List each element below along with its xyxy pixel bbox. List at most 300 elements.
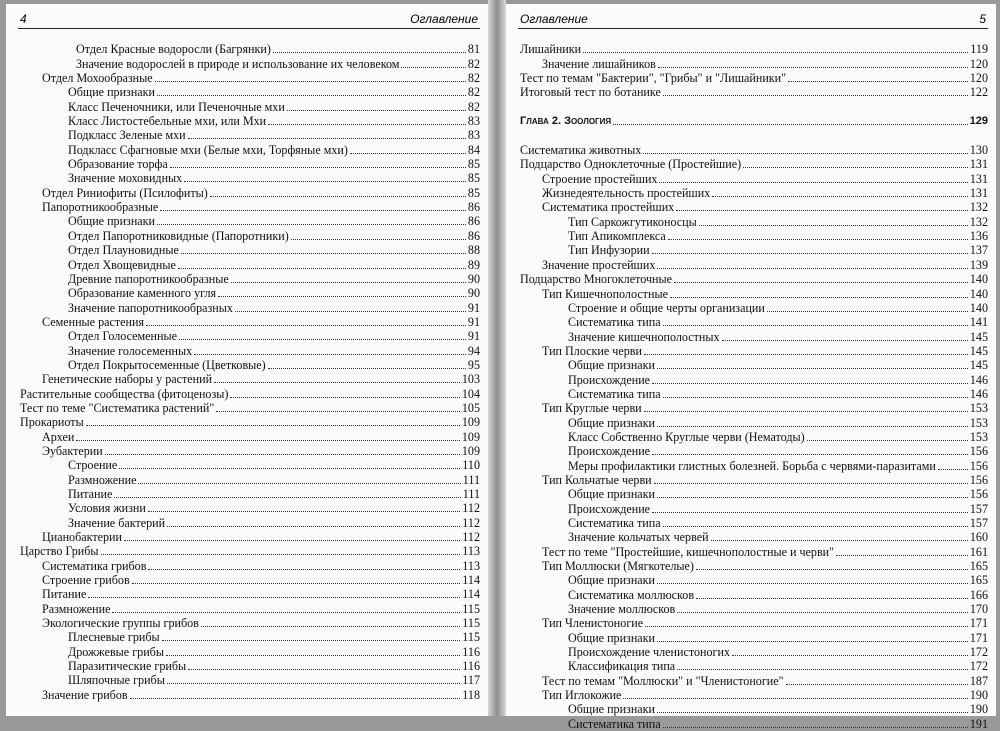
toc-entry-page: 83 <box>467 114 480 129</box>
toc-entry-page: 116 <box>462 659 480 674</box>
toc-entry-page: 146 <box>969 386 988 401</box>
toc-entry-title: Общие признаки <box>568 415 656 430</box>
toc-entry-page: 112 <box>462 501 480 516</box>
toc-entry <box>520 516 988 530</box>
toc-entry-page: 141 <box>969 315 988 330</box>
dot-leader <box>696 569 968 570</box>
toc-entry-title: Плесневые грибы <box>68 630 160 645</box>
dot-leader <box>657 641 968 642</box>
dot-leader <box>674 282 968 283</box>
toc-entry <box>520 716 988 730</box>
dot-leader <box>663 95 968 96</box>
toc-entry-title: Тип Кишечнополостные <box>542 286 668 301</box>
dot-leader <box>157 224 466 225</box>
toc-entry <box>520 473 988 487</box>
dot-leader <box>663 397 968 398</box>
dot-leader <box>712 196 968 197</box>
dot-leader <box>663 526 968 527</box>
toc-entry <box>20 157 480 171</box>
dot-leader <box>179 339 466 340</box>
dot-leader <box>194 354 466 355</box>
toc-entry <box>20 530 480 544</box>
dot-leader <box>663 325 968 326</box>
toc-entry-title: Происхождение членистоногих <box>568 645 731 660</box>
toc-entry-page: 140 <box>969 286 988 301</box>
toc-entry <box>520 688 988 702</box>
toc-entry-title: Глава 2. Зоология <box>520 115 612 128</box>
dot-leader <box>767 311 968 312</box>
toc-entry-title: Прокариоты <box>20 415 84 430</box>
toc-entry-page: 85 <box>467 157 480 172</box>
toc-entry-page: 119 <box>970 42 988 57</box>
toc-entry <box>20 372 480 386</box>
dot-leader <box>645 626 968 627</box>
toc-entry-title: Происхождение <box>568 444 651 459</box>
toc-entry-page: 145 <box>969 329 988 344</box>
dot-leader <box>722 340 968 341</box>
toc-entry-title: Семенные растения <box>42 314 145 329</box>
toc-entry <box>20 673 480 687</box>
dot-leader <box>657 368 968 369</box>
toc-entry <box>520 229 988 243</box>
toc-entry-page: 145 <box>969 343 988 358</box>
toc-entry <box>20 286 480 300</box>
toc-entry-page: 109 <box>461 443 480 458</box>
chapter-heading <box>520 114 988 128</box>
toc-entry-title: Значение простейших <box>542 257 656 272</box>
toc-entry-title: Отдел Риниофиты (Псилофиты) <box>42 185 208 200</box>
dot-leader <box>148 511 460 512</box>
toc-entry-title: Тест по теме "Систематика растений" <box>20 400 215 415</box>
toc-entry <box>520 573 988 587</box>
dot-leader <box>216 411 460 412</box>
toc-entry-title: Цианобактерии <box>42 530 122 545</box>
dot-leader <box>287 110 466 111</box>
toc-entry-title: Жизнедеятельность простейших <box>542 186 711 201</box>
toc-entry-page: 153 <box>969 429 988 444</box>
dot-leader <box>654 483 968 484</box>
toc-entry <box>520 286 988 300</box>
dot-leader <box>170 167 466 168</box>
toc-entry-page: 171 <box>969 616 988 631</box>
toc-entry-page: 116 <box>462 644 480 659</box>
toc-entry-page: 122 <box>969 85 988 100</box>
toc-entry-title: Эубактерии <box>42 443 103 458</box>
toc-entry-title: Строение грибов <box>42 573 130 588</box>
toc-entry-page: 118 <box>462 687 480 702</box>
dot-leader <box>401 67 465 68</box>
toc-entry-title: Подцарство Многоклеточные <box>520 272 672 287</box>
toc-entry <box>520 42 988 56</box>
toc-entry-title: Общие признаки <box>68 214 156 229</box>
toc-entry <box>20 644 480 658</box>
toc-entry <box>20 487 480 501</box>
dot-leader <box>668 239 968 240</box>
header-title: Оглавление <box>520 12 588 26</box>
toc-entry-page: 104 <box>461 386 480 401</box>
toc-entry-title: Тест по темам "Бактерии", "Грибы" и "Лишайники" <box>520 71 787 86</box>
header-title: Оглавление <box>410 12 478 26</box>
toc-entry-title: Происхождение <box>568 501 651 516</box>
toc-entry-page: 120 <box>969 56 988 71</box>
left-running-head <box>18 10 480 29</box>
toc-entry <box>20 329 480 343</box>
toc-entry <box>20 128 480 142</box>
toc-entry-title: Значение моллюсков <box>568 602 676 617</box>
dot-leader <box>788 81 968 82</box>
toc-entry <box>520 702 988 716</box>
dot-leader <box>644 354 968 355</box>
toc-entry-title: Паразитические грибы <box>68 659 187 674</box>
dot-leader <box>210 196 466 197</box>
toc-entry <box>520 200 988 214</box>
toc-entry-title: Шляпочные грибы <box>68 673 165 688</box>
toc-entry <box>520 444 988 458</box>
toc-entry-page: 156 <box>969 444 988 459</box>
toc-entry-page: 156 <box>969 472 988 487</box>
toc-entry-title: Строение и общие черты организации <box>568 300 765 315</box>
toc-entry <box>20 257 480 271</box>
toc-entry-title: Класс Листостебельные мхи, или Мхи <box>68 114 267 129</box>
toc-entry-page: 91 <box>467 329 480 344</box>
toc-entry-page: 136 <box>969 229 988 244</box>
toc-entry <box>20 85 480 99</box>
dot-leader <box>836 555 968 556</box>
toc-entry <box>520 272 988 286</box>
toc-entry-page: 85 <box>467 185 480 200</box>
toc-entry <box>20 587 480 601</box>
toc-entry-page: 89 <box>467 257 480 272</box>
dot-leader <box>76 440 459 441</box>
right-running-head <box>518 10 988 29</box>
toc-entry-title: Папоротникообразные <box>42 200 159 215</box>
toc-entry <box>520 387 988 401</box>
toc-entry <box>20 616 480 630</box>
toc-entry-title: Растительные сообщества (фитоценозы) <box>20 386 229 401</box>
dot-leader <box>652 383 968 384</box>
toc-entry-title: Строение простейших <box>542 171 658 186</box>
toc-entry-page: 82 <box>467 85 480 100</box>
dot-leader <box>155 81 466 82</box>
toc-entry-title: Значение папоротникообразных <box>68 300 233 315</box>
toc-entry-page: 170 <box>969 602 988 617</box>
dot-leader <box>132 583 461 584</box>
toc-entry-page: 172 <box>969 659 988 674</box>
toc-entry <box>20 358 480 372</box>
dot-leader <box>201 626 460 627</box>
toc-entry-page: 157 <box>969 501 988 516</box>
toc-entry <box>20 601 480 615</box>
toc-entry-title: Значение бактерий <box>68 515 166 530</box>
dot-leader <box>677 669 968 670</box>
toc-entry <box>520 171 988 185</box>
dot-leader <box>711 540 968 541</box>
toc-entry <box>20 243 480 257</box>
toc-entry <box>520 645 988 659</box>
toc-entry <box>20 315 480 329</box>
dot-leader <box>124 540 460 541</box>
dot-leader <box>119 468 460 469</box>
toc-entry-page: 113 <box>462 558 480 573</box>
dot-leader <box>105 454 460 455</box>
toc-entry <box>520 501 988 515</box>
dot-leader <box>657 426 968 427</box>
toc-entry-title: Значение лишайников <box>542 56 656 71</box>
toc-entry-title: Значение моховидных <box>68 171 183 186</box>
toc-entry-title: Тест по темам "Моллюски" и "Членистоногие" <box>542 673 784 688</box>
toc-entry-title: Питание <box>42 587 87 602</box>
toc-entry <box>520 315 988 329</box>
dot-leader <box>230 397 459 398</box>
toc-entry-page: 114 <box>462 587 480 602</box>
toc-entry-title: Систематика моллюсков <box>568 587 695 602</box>
toc-entry-title: Отдел Красные водоросли (Багрянки) <box>76 42 271 57</box>
dot-leader <box>138 483 460 484</box>
toc-entry <box>520 530 988 544</box>
toc-entry-title: Систематика грибов <box>42 558 147 573</box>
toc-entry-page: 132 <box>969 214 988 229</box>
dot-leader <box>670 297 968 298</box>
toc-entry-page: 130 <box>969 143 988 158</box>
toc-entry-title: Отдел Папоротниковидные (Папоротники) <box>68 228 289 243</box>
toc-entry-title: Образование торфа <box>68 157 168 172</box>
toc-entry <box>520 401 988 415</box>
toc-entry <box>520 243 988 257</box>
dot-leader <box>160 210 466 211</box>
toc-entry-title: Образование каменного угля <box>68 286 217 301</box>
toc-entry <box>520 56 988 70</box>
toc-entry <box>520 487 988 501</box>
toc-entry <box>520 358 988 372</box>
dot-leader <box>623 698 967 699</box>
toc-entry-title: Размножение <box>68 472 137 487</box>
toc-entry-page: 157 <box>969 516 988 530</box>
toc-entry-title: Итоговый тест по ботанике <box>520 85 661 100</box>
toc-entry <box>520 587 988 601</box>
toc-entry-title: Подкласс Сфагновые мхи (Белые мхи, Торфяные мхи) <box>68 142 348 157</box>
toc-entry-page: 83 <box>467 128 480 143</box>
dot-leader <box>663 727 968 728</box>
toc-entry-page: 81 <box>467 42 480 57</box>
toc-entry-page: 191 <box>969 716 988 731</box>
toc-entry-title: Царство Грибы <box>20 544 99 559</box>
dot-leader <box>644 411 968 412</box>
toc-entry-title: Тип Плоские черви <box>542 343 642 358</box>
toc-entry-title: Общие признаки <box>68 85 156 100</box>
toc-entry <box>520 329 988 343</box>
toc-entry-title: Общие признаки <box>568 630 656 645</box>
toc-entry-title: Систематика типа <box>568 386 661 401</box>
toc-entry-page: 115 <box>462 616 480 631</box>
toc-entry-title: Значение голосеменных <box>68 343 193 358</box>
dot-leader <box>148 569 460 570</box>
toc-entry-page: 85 <box>467 171 480 186</box>
dot-leader <box>743 167 968 168</box>
dot-leader <box>613 124 968 125</box>
toc-entry-page: 109 <box>461 429 480 444</box>
toc-entry-page: 117 <box>462 673 480 688</box>
dot-leader <box>114 497 460 498</box>
toc-entry-title: Систематика типа <box>568 516 661 530</box>
toc-entry-page: 153 <box>969 415 988 430</box>
toc-entry-title: Тип Апикомплекса <box>568 229 666 244</box>
toc-entry-title: Общие признаки <box>568 487 656 502</box>
toc-entry <box>20 185 480 199</box>
dot-leader <box>652 253 968 254</box>
toc-entry-title: Класс Собственно Круглые черви (Нематоды) <box>568 429 805 444</box>
dot-leader <box>677 612 968 613</box>
dot-leader <box>181 253 466 254</box>
dot-leader <box>807 440 968 441</box>
toc-entry-title: Класс Печеночники, или Печеночные мхи <box>68 99 285 114</box>
toc-entry-title: Классификация типа <box>568 659 676 674</box>
dot-leader <box>659 182 967 183</box>
dot-leader <box>178 268 466 269</box>
toc-entry <box>520 214 988 228</box>
toc-entry <box>520 301 988 315</box>
toc-entry-title: Отдел Мохообразные <box>42 71 153 86</box>
toc-spacer <box>520 128 988 143</box>
toc-entry-title: Отдел Хвощевидные <box>68 257 176 272</box>
dot-leader <box>218 296 466 297</box>
toc-entry-page: 113 <box>462 544 480 559</box>
dot-leader <box>166 655 460 656</box>
dot-leader <box>699 225 968 226</box>
toc-entry-title: Меры профилактики глистных болезней. Борьба с червями-паразитами <box>568 458 936 473</box>
toc-entry-title: Тип Членистоногие <box>542 616 644 631</box>
toc-entry <box>20 343 480 357</box>
dot-leader <box>101 554 461 555</box>
toc-entry-page: 172 <box>969 645 988 660</box>
dot-leader <box>652 454 968 455</box>
toc-entry <box>520 602 988 616</box>
toc-entry-page: 131 <box>969 186 988 201</box>
toc-entry-page: 137 <box>969 243 988 258</box>
toc-entry-title: Значение кольчатых червей <box>568 530 709 545</box>
toc-entry-page: 110 <box>462 458 480 473</box>
toc-entry-page: 94 <box>467 343 480 358</box>
toc-entry-title: Питание <box>68 487 113 501</box>
toc-entry <box>520 630 988 644</box>
toc-entry-title: Систематика животных <box>520 143 642 158</box>
toc-entry <box>520 415 988 429</box>
toc-entry <box>20 386 480 400</box>
toc-entry <box>20 515 480 529</box>
dot-leader <box>157 95 466 96</box>
dot-leader <box>235 311 466 312</box>
toc-entry <box>20 544 480 558</box>
dot-leader <box>657 712 968 713</box>
toc-entry <box>20 573 480 587</box>
dot-leader <box>130 698 461 699</box>
dot-leader <box>167 526 460 527</box>
page-number: 4 <box>20 12 27 26</box>
toc-entry <box>20 444 480 458</box>
toc-entry <box>520 143 988 157</box>
toc-entry <box>20 630 480 644</box>
toc-entry <box>520 430 988 444</box>
right-page <box>506 4 996 731</box>
toc-entry-page: 146 <box>969 372 988 387</box>
toc-entry-title: Тип Круглые черви <box>542 401 642 416</box>
toc-entry <box>20 214 480 228</box>
toc-entry-page: 86 <box>467 214 480 229</box>
toc-spacer <box>520 99 988 114</box>
toc-entry-page: 91 <box>467 300 480 315</box>
toc-entry <box>20 472 480 486</box>
page-number: 5 <box>979 12 986 26</box>
toc-entry-title: Систематика простейших <box>542 200 675 215</box>
toc-entry <box>520 673 988 687</box>
dot-leader <box>350 153 466 154</box>
toc-entry <box>20 228 480 242</box>
dot-leader <box>657 497 968 498</box>
dot-leader <box>696 598 968 599</box>
toc-entry <box>520 544 988 558</box>
toc-entry-page: 111 <box>462 472 480 487</box>
toc-entry <box>520 344 988 358</box>
toc-entry-title: Строение <box>68 458 118 473</box>
toc-entry-page: 171 <box>969 630 988 645</box>
dot-leader <box>214 382 460 383</box>
dot-leader <box>112 612 460 613</box>
toc-entry-page: 132 <box>969 200 988 215</box>
toc-entry <box>520 372 988 386</box>
left-page <box>6 4 488 716</box>
toc-entry-title: Археи <box>42 429 75 444</box>
toc-entry <box>20 458 480 472</box>
dot-leader <box>231 282 466 283</box>
toc-entry-title: Условия жизни <box>68 501 146 516</box>
toc-entry-title: Лишайники <box>520 42 582 57</box>
toc-entry <box>520 659 988 673</box>
toc-entry-title: Подкласс Зеленые мхи <box>68 128 186 143</box>
toc-entry-page: 165 <box>969 573 988 588</box>
toc-entry-page: 161 <box>969 544 988 559</box>
toc-entry-title: Значение водорослей в природе и использование их человеком <box>76 56 400 71</box>
toc-entry <box>20 71 480 85</box>
dot-leader <box>658 67 968 68</box>
toc-entry-title: Значение кишечнополостных <box>568 329 720 344</box>
toc-entry-page: 187 <box>969 673 988 688</box>
toc-entry <box>520 186 988 200</box>
toc-entry-title: Дрожжевые грибы <box>68 644 164 659</box>
toc-entry <box>20 429 480 443</box>
toc-entry-title: Общие признаки <box>568 702 656 717</box>
toc-entry <box>20 99 480 113</box>
toc-entry-title: Отдел Плауновидные <box>68 243 179 258</box>
toc-entry-page: 156 <box>969 487 988 502</box>
toc-entry-title: Значение грибов <box>42 687 128 702</box>
dot-leader <box>938 469 968 470</box>
dot-leader <box>657 268 967 269</box>
dot-leader <box>786 684 968 685</box>
toc-entry <box>520 71 988 85</box>
toc-entry-page: 112 <box>462 515 480 530</box>
dot-leader <box>652 512 968 513</box>
toc-entry-page: 131 <box>969 157 988 172</box>
toc-entry-title: Отдел Голосеменные <box>68 329 177 344</box>
toc-entry-page: 166 <box>969 587 988 602</box>
toc-entry-page: 86 <box>467 228 480 243</box>
toc-entry-page: 153 <box>969 401 988 416</box>
toc-entry <box>20 558 480 572</box>
toc-entry <box>20 415 480 429</box>
toc-entry <box>520 559 988 573</box>
dot-leader <box>732 655 968 656</box>
dot-leader <box>88 597 460 598</box>
toc-entry-page: 190 <box>969 702 988 717</box>
